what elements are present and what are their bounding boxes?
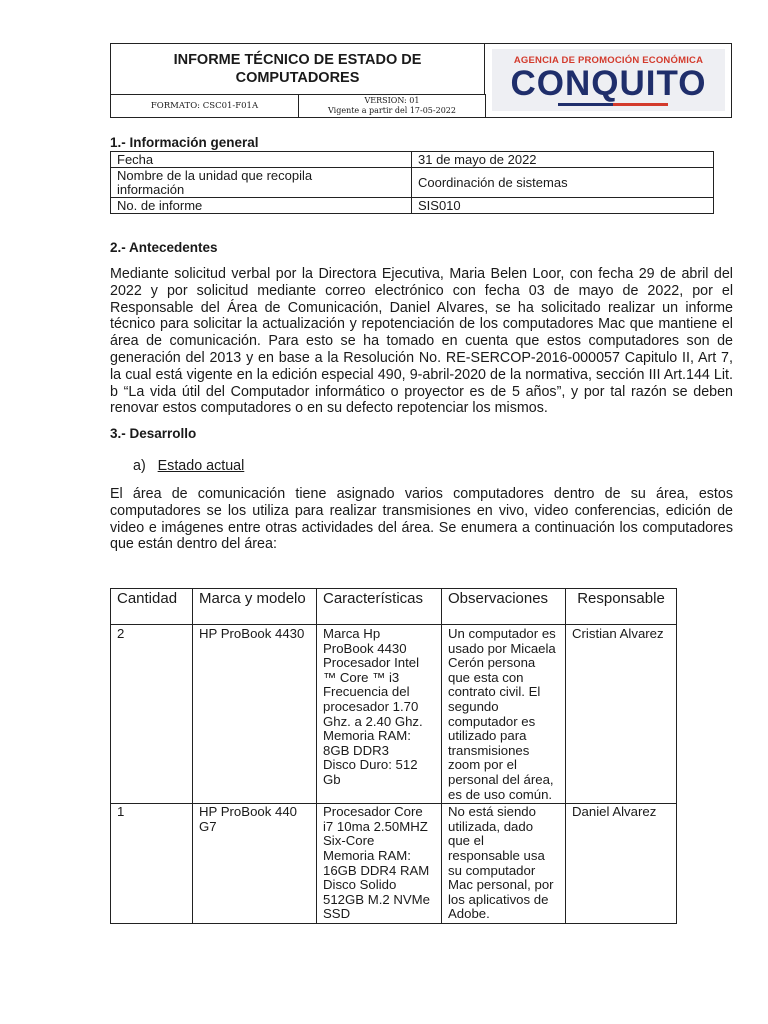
info-row (111, 168, 714, 198)
col-header-modelo: Marca y modelo (193, 589, 317, 625)
cell-responsable: Daniel Alvarez (566, 804, 677, 924)
table-header-row (111, 589, 677, 625)
logo-tagline: AGENCIA DE PROMOCIÓN ECONÓMICA (513, 55, 704, 66)
col-header-observaciones: Observaciones (442, 589, 566, 625)
info-row (111, 152, 714, 168)
document-title: INFORME TÉCNICO DE ESTADO DE COMPUTADORES (111, 44, 485, 94)
validity-date: Vigente a partir del 17-05-2022 (328, 106, 456, 115)
subsection-title (133, 458, 244, 474)
cell-cantidad: 1 (111, 804, 193, 924)
col-header-responsable: Responsable (566, 589, 677, 625)
section-3-heading: 3.- Desarrollo (110, 426, 197, 441)
logo-underline (558, 103, 668, 106)
col-header-cantidad: Cantidad (111, 589, 193, 625)
cell-caracteristicas: Procesador Core i7 10ma 2.50MHZ Six-Core Memoria RAM: 16GB DDR4 RAM Disco Solido 512GB M.2 NVMe SSD (317, 804, 442, 924)
col-header-caracteristicas: Características (317, 589, 442, 625)
section-1-heading: 1.- Información general (110, 135, 259, 150)
logo-wordmark: CONQUITO (510, 64, 707, 103)
conquito-logo (492, 49, 725, 111)
cell-cantidad: 2 (111, 625, 193, 804)
info-value: 31 de mayo de 2022 (412, 152, 714, 168)
cell-caracteristicas: Marca Hp ProBook 4430 Procesador Intel ™ Core ™ i3 Frecuencia del procesador 1.70 Ghz. a 2.40 Ghz. Memoria RAM: 8GB DDR3 Disco Duro: 512 Gb (317, 625, 442, 804)
cell-responsable: Cristian Alvarez (566, 625, 677, 804)
info-label: Fecha (111, 152, 412, 168)
antecedentes-paragraph: Mediante solicitud verbal por la Directora Ejecutiva, Maria Belen Loor, con fecha 29 de abril del 2022 y por solicitud mediante correo electrónico con fecha 03 de mayo de 2022, por el Responsable del Área de Comunicación, Daniel Alvares, se ha solicitado realizar un informe técnico para solicitar la actualización y repotenciación de los computadores Mac que mantiene el área de comunicación. Para esto se ha tomado en cuenta que estos computadores son de generación del 2013 y en base a la Resolución No. RE-SERCOP-2016-000057 Capitulo II, Art 7, la cual está vigente en la edición especial 490, 9-abril-2020 de la normativa, sección III Art.144 Lit. b “La vida útil del Computador informático o proyector es de 5 años”, y por tal razón se deben renovar estos computadores o en su defecto repotenciar los mismos. (110, 266, 733, 417)
cell-observaciones: Un computador es usado por Micaela Cerón persona que esta con contrato civil. El segundo computador es utilizado para transmisiones zoom por el personal del área, es de uso común. (442, 625, 566, 804)
table-row (111, 804, 677, 924)
computers-table (110, 588, 677, 924)
info-label: Nombre de la unidad que recopila información (111, 168, 412, 198)
info-label: No. de informe (111, 198, 412, 214)
format-code: FORMATO: CSC01-F01A (111, 95, 299, 117)
info-value: Coordinación de sistemas (412, 168, 714, 198)
subsection-letter: a) (133, 458, 146, 474)
section-2-heading: 2.- Antecedentes (110, 240, 218, 255)
info-row (111, 198, 714, 214)
subsection-label: Estado actual (157, 458, 245, 474)
cell-observaciones: No está siendo utilizada, dado que el responsable usa su computador Mac personal, por los aplicativos de Adobe. (442, 804, 566, 924)
cell-modelo: HP ProBook 4430 (193, 625, 317, 804)
version-label: VERSION: 01 (364, 96, 420, 105)
info-value: SIS010 (412, 198, 714, 214)
general-info-table (110, 151, 714, 214)
cell-modelo: HP ProBook 440 G7 (193, 804, 317, 924)
table-row (111, 625, 677, 804)
version-block (299, 95, 486, 117)
desarrollo-paragraph: El área de comunicación tiene asignado varios computadores dentro de su área, estos computadores se los utiliza para realizar transmisiones en vivo, video conferencias, edición de video e imágenes entre otras actividades del área. Se enumera a continuación los computadores que están dentro del área: (110, 486, 733, 553)
